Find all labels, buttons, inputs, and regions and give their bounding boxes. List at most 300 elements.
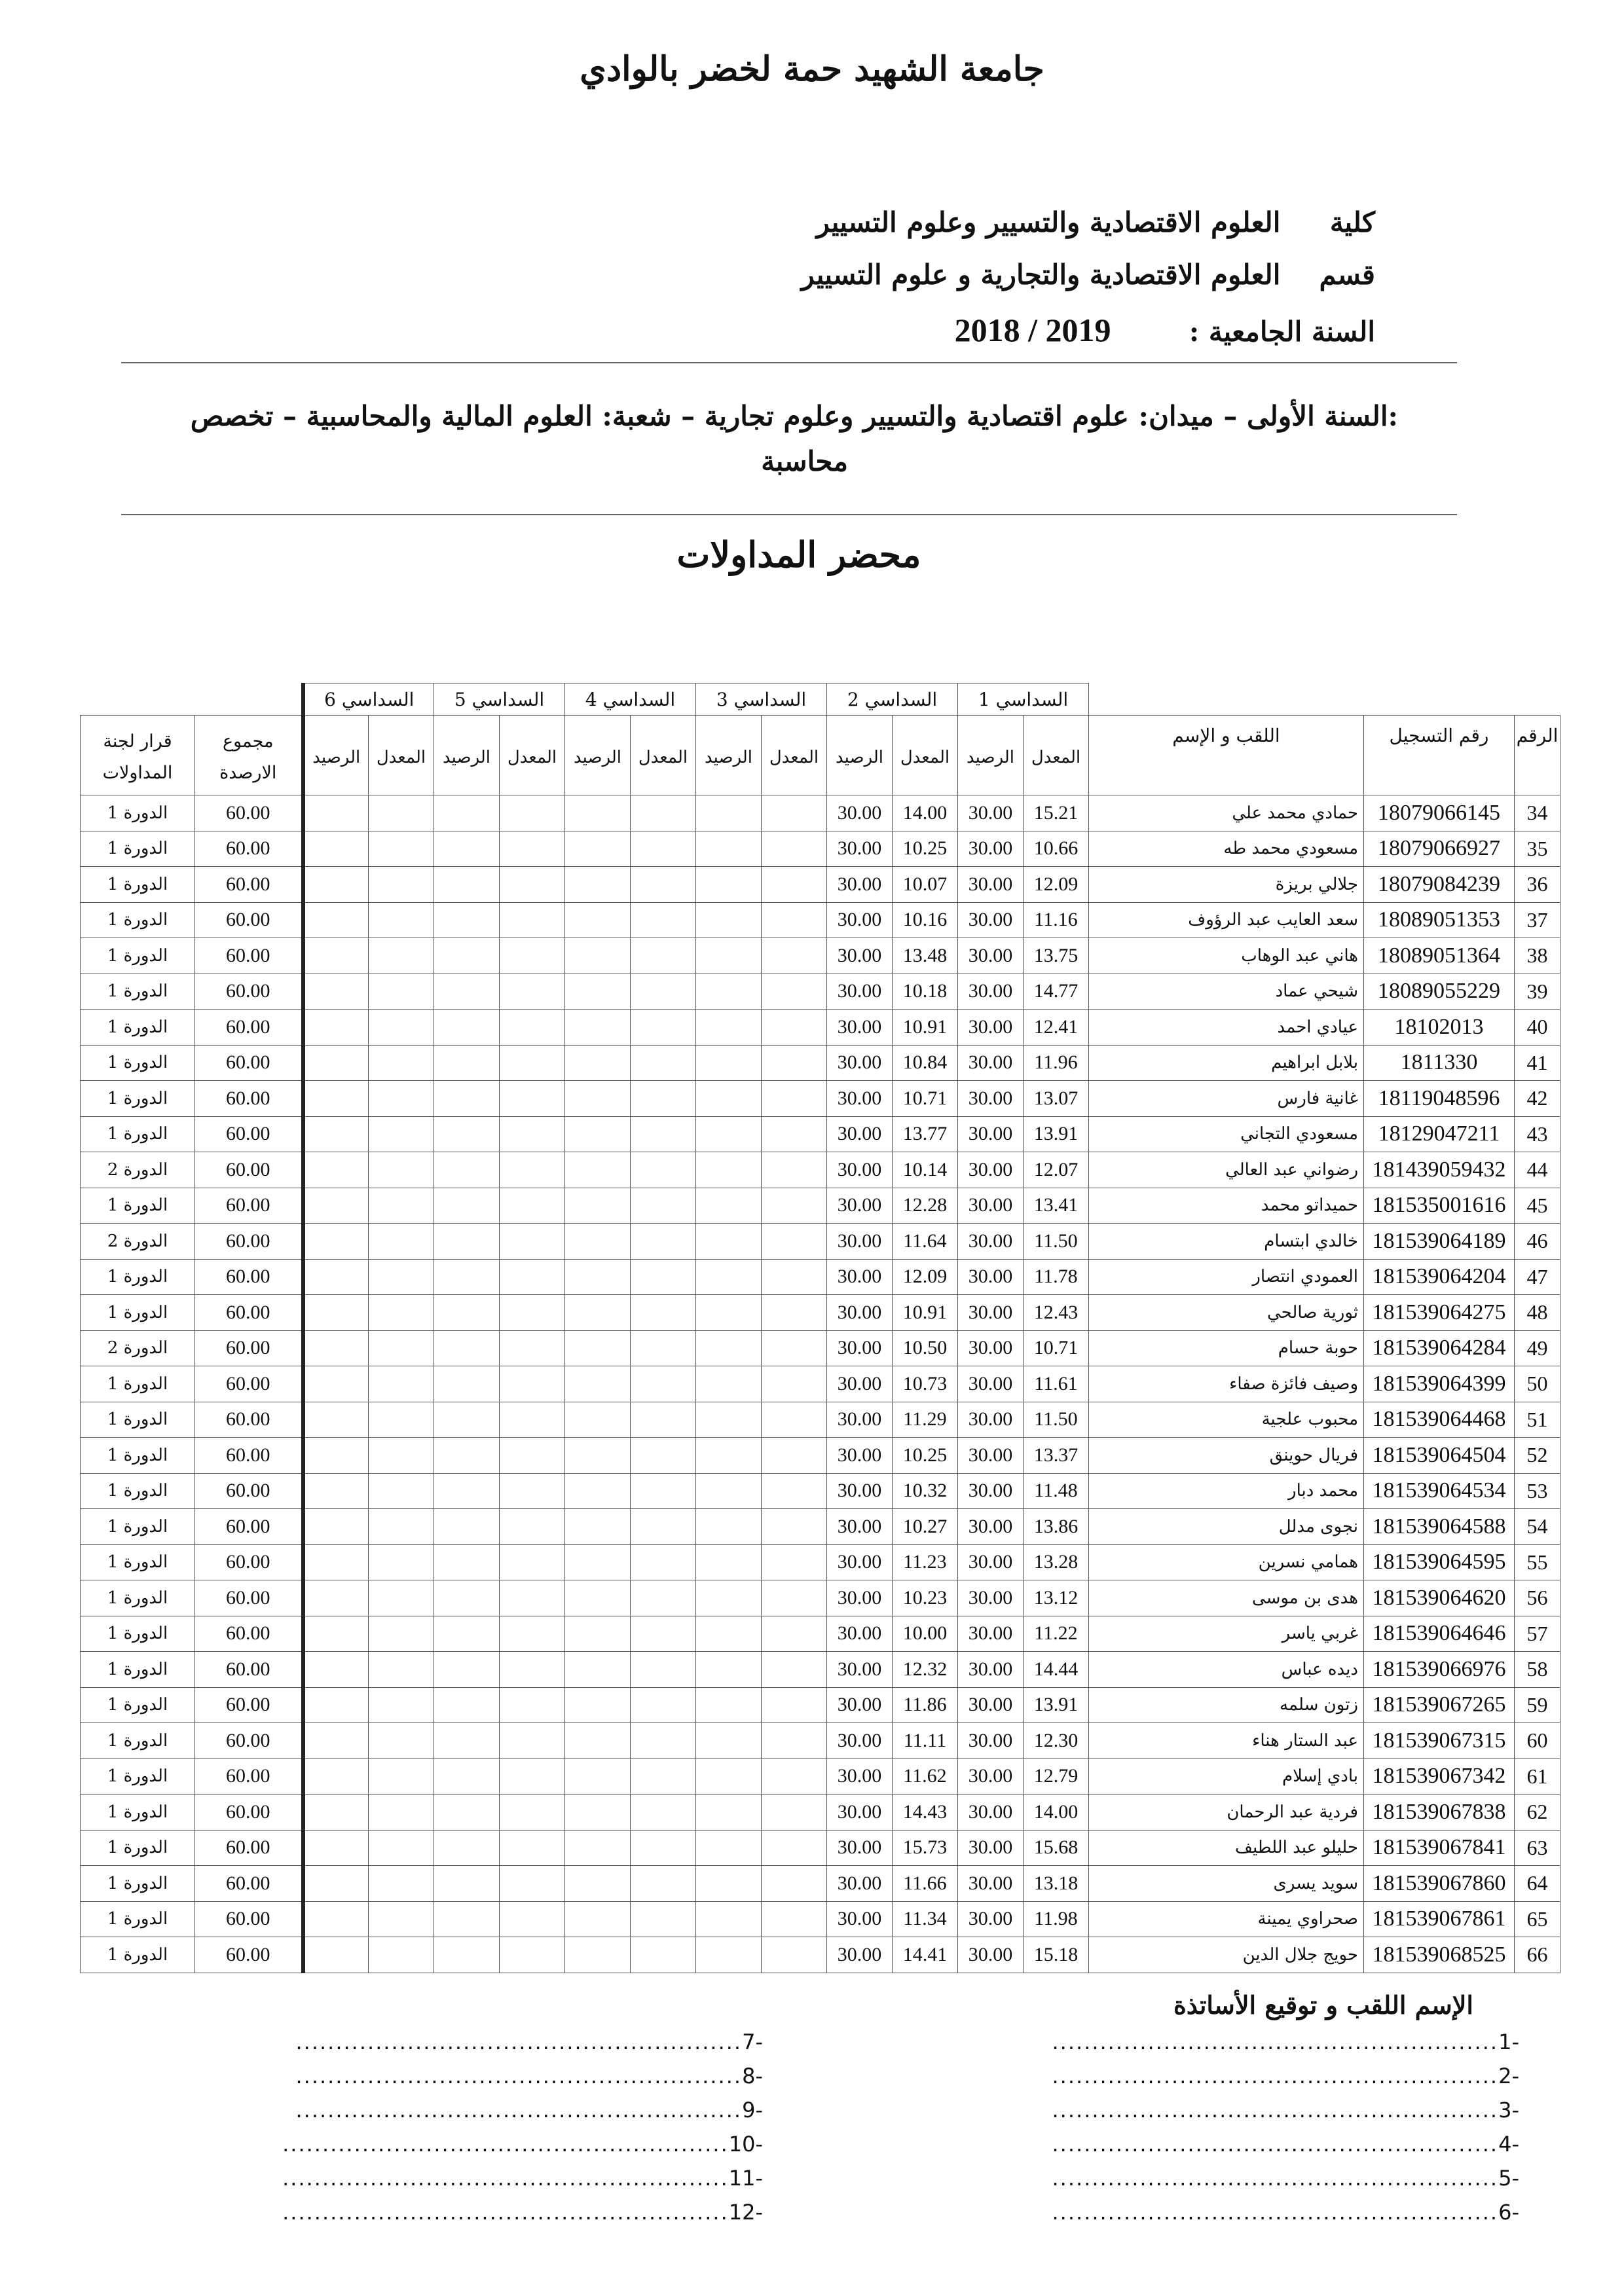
s4-average xyxy=(631,1010,696,1046)
s2-average: 10.23 xyxy=(893,1580,958,1616)
s5-credit xyxy=(434,1544,500,1580)
s4-credit xyxy=(565,795,631,831)
signature-dots: ........................................................ xyxy=(282,2132,729,2157)
total-credits-header: مجموع الارصدة xyxy=(195,716,303,795)
s6-credit xyxy=(303,1830,369,1866)
committee-decision: الدورة 1 xyxy=(81,1901,195,1937)
s6-average xyxy=(369,1795,434,1831)
university-name: جامعة الشهيد حمة لخضر بالوادي xyxy=(580,49,1044,89)
student-name: جلالي بريزة xyxy=(1089,867,1364,903)
committee-decision: الدورة 1 xyxy=(81,1116,195,1152)
s4-credit xyxy=(565,1901,631,1937)
s4-credit xyxy=(565,1259,631,1295)
registration-number: 181539066976 xyxy=(1364,1652,1515,1688)
table-row xyxy=(81,1330,1560,1366)
s4-average xyxy=(631,1473,696,1509)
table-row xyxy=(81,1116,1560,1152)
s4-credit xyxy=(565,1330,631,1366)
student-name: شيحي عماد xyxy=(1089,974,1364,1010)
student-name: عيادي احمد xyxy=(1089,1010,1364,1046)
s4-average xyxy=(631,902,696,938)
semester-6-header: السداسي 6 xyxy=(303,683,434,716)
s4-average xyxy=(631,1402,696,1438)
s5-average xyxy=(500,1937,565,1973)
s4-credit xyxy=(565,974,631,1010)
signature-dots: ........................................................ xyxy=(1052,2132,1499,2157)
s6-credit xyxy=(303,938,369,974)
registration-number: 181539064534 xyxy=(1364,1473,1515,1509)
s3-credit xyxy=(696,1402,762,1438)
row-number: 48 xyxy=(1515,1295,1560,1331)
s3-average xyxy=(762,1438,827,1474)
registration-number: 181539067342 xyxy=(1364,1758,1515,1795)
s2-average: 14.41 xyxy=(893,1937,958,1973)
s1-average: 14.44 xyxy=(1024,1652,1089,1688)
committee-decision: الدورة 1 xyxy=(81,1295,195,1331)
s6-average xyxy=(369,1259,434,1295)
s2-average: 10.91 xyxy=(893,1010,958,1046)
s5-credit xyxy=(434,1830,500,1866)
row-number: 44 xyxy=(1515,1152,1560,1188)
s2-average: 10.91 xyxy=(893,1295,958,1331)
s1-credit: 30.00 xyxy=(958,1295,1024,1331)
s2-average: 10.50 xyxy=(893,1330,958,1366)
s6-credit xyxy=(303,1758,369,1795)
total-credits: 60.00 xyxy=(195,1188,303,1224)
s1-credit: 30.00 xyxy=(958,831,1024,867)
s4-average xyxy=(631,1687,696,1723)
s2-average: 11.62 xyxy=(893,1758,958,1795)
s2-credit: 30.00 xyxy=(827,1652,893,1688)
s3-average xyxy=(762,1259,827,1295)
registration-number: 181539067860 xyxy=(1364,1866,1515,1902)
s2-credit: 30.00 xyxy=(827,831,893,867)
student-name: وصيف فائزة صفاء xyxy=(1089,1366,1364,1402)
student-name: غانية فارس xyxy=(1089,1081,1364,1117)
s5-credit xyxy=(434,1866,500,1902)
signature-number: -10 xyxy=(728,2132,763,2157)
s5-average xyxy=(500,867,565,903)
table-row xyxy=(81,1259,1560,1295)
registration-number: 181539064399 xyxy=(1364,1366,1515,1402)
s1-credit: 30.00 xyxy=(958,1901,1024,1937)
s5-average-header: المعدل xyxy=(500,716,565,795)
s5-credit xyxy=(434,1652,500,1688)
s2-credit: 30.00 xyxy=(827,974,893,1010)
committee-decision: الدورة 1 xyxy=(81,1687,195,1723)
s5-credit xyxy=(434,1687,500,1723)
s1-average: 11.22 xyxy=(1024,1616,1089,1652)
s5-credit xyxy=(434,1081,500,1117)
s3-average xyxy=(762,1509,827,1545)
s6-average xyxy=(369,1937,434,1973)
student-name: همامي نسرين xyxy=(1089,1544,1364,1580)
s6-average xyxy=(369,1295,434,1331)
registration-number: 181539064595 xyxy=(1364,1544,1515,1580)
row-number: 34 xyxy=(1515,795,1560,831)
student-name: هاني عبد الوهاب xyxy=(1089,938,1364,974)
student-name: فريال حوينق xyxy=(1089,1438,1364,1474)
s5-credit xyxy=(434,1402,500,1438)
row-number: 42 xyxy=(1515,1081,1560,1117)
registration-number: 18089051364 xyxy=(1364,938,1515,974)
student-name: حميداتو محمد xyxy=(1089,1188,1364,1224)
s4-credit xyxy=(565,1081,631,1117)
s5-average xyxy=(500,795,565,831)
registration-number: 181539064588 xyxy=(1364,1509,1515,1545)
s2-average: 10.18 xyxy=(893,974,958,1010)
signature-dots: ........................................................ xyxy=(282,2166,729,2191)
registration-number: 18079066927 xyxy=(1364,831,1515,867)
student-name: حويج جلال الدين xyxy=(1089,1937,1364,1973)
s6-credit xyxy=(303,1330,369,1366)
signature-line xyxy=(1052,2166,1519,2191)
s1-credit: 30.00 xyxy=(958,1795,1024,1831)
s5-average xyxy=(500,1830,565,1866)
s5-credit xyxy=(434,1116,500,1152)
s1-average: 12.43 xyxy=(1024,1295,1089,1331)
s3-average xyxy=(762,1152,827,1188)
s2-credit: 30.00 xyxy=(827,1438,893,1474)
student-name: محبوب علجية xyxy=(1089,1402,1364,1438)
s3-credit xyxy=(696,1081,762,1117)
s3-credit xyxy=(696,1010,762,1046)
row-number: 45 xyxy=(1515,1188,1560,1224)
s3-credit xyxy=(696,1580,762,1616)
s3-average xyxy=(762,1402,827,1438)
s6-credit xyxy=(303,1580,369,1616)
s1-credit: 30.00 xyxy=(958,1045,1024,1081)
s3-average xyxy=(762,867,827,903)
signature-number: -11 xyxy=(728,2166,763,2191)
row-number: 64 xyxy=(1515,1866,1560,1902)
s5-average xyxy=(500,974,565,1010)
s1-average-header: المعدل xyxy=(1024,716,1089,795)
s2-credit: 30.00 xyxy=(827,1402,893,1438)
s2-average: 10.71 xyxy=(893,1081,958,1117)
total-credits: 60.00 xyxy=(195,1687,303,1723)
s2-credit: 30.00 xyxy=(827,1152,893,1188)
s1-average: 12.79 xyxy=(1024,1758,1089,1795)
total-credits: 60.00 xyxy=(195,1081,303,1117)
s6-average xyxy=(369,1045,434,1081)
row-number: 62 xyxy=(1515,1795,1560,1831)
registration-number: 18119048596 xyxy=(1364,1081,1515,1117)
total-credits: 60.00 xyxy=(195,1045,303,1081)
table-row xyxy=(81,1081,1560,1117)
s3-credit xyxy=(696,1259,762,1295)
s6-credit xyxy=(303,1544,369,1580)
s4-credit xyxy=(565,1758,631,1795)
table-row xyxy=(81,1366,1560,1402)
s6-average xyxy=(369,1116,434,1152)
s3-average xyxy=(762,1723,827,1759)
s5-average xyxy=(500,1152,565,1188)
s4-credit xyxy=(565,1402,631,1438)
s6-credit xyxy=(303,1509,369,1545)
row-number: 36 xyxy=(1515,867,1560,903)
registration-number: 18079066145 xyxy=(1364,795,1515,831)
s2-credit: 30.00 xyxy=(827,1188,893,1224)
s3-credit xyxy=(696,867,762,903)
s1-credit: 30.00 xyxy=(958,1330,1024,1366)
table-body xyxy=(81,795,1560,1973)
s6-credit xyxy=(303,1259,369,1295)
s1-average: 15.18 xyxy=(1024,1937,1089,1973)
table-row xyxy=(81,1224,1560,1260)
s2-average: 15.73 xyxy=(893,1830,958,1866)
student-name: نجوى مدلل xyxy=(1089,1509,1364,1545)
s4-average xyxy=(631,1544,696,1580)
faculty-value: العلوم الاقتصادية والتسيير وعلوم التسيير xyxy=(816,206,1281,238)
row-number: 53 xyxy=(1515,1473,1560,1509)
semester-3-header: السداسي 3 xyxy=(696,683,827,716)
s3-average xyxy=(762,1224,827,1260)
committee-decision: الدورة 1 xyxy=(81,831,195,867)
s6-average xyxy=(369,1866,434,1902)
s1-credit: 30.00 xyxy=(958,974,1024,1010)
s4-credit xyxy=(565,1616,631,1652)
s3-average xyxy=(762,831,827,867)
s2-average: 10.73 xyxy=(893,1366,958,1402)
signature-line xyxy=(282,2166,763,2191)
s6-average xyxy=(369,1544,434,1580)
row-number: 51 xyxy=(1515,1402,1560,1438)
s6-average xyxy=(369,1509,434,1545)
s6-credit xyxy=(303,795,369,831)
total-credits: 60.00 xyxy=(195,1152,303,1188)
s6-average xyxy=(369,1580,434,1616)
row-number: 50 xyxy=(1515,1366,1560,1402)
table-row xyxy=(81,1045,1560,1081)
s1-average: 12.30 xyxy=(1024,1723,1089,1759)
student-name: مسعودي التجاني xyxy=(1089,1116,1364,1152)
s2-credit: 30.00 xyxy=(827,1045,893,1081)
s1-average: 10.71 xyxy=(1024,1330,1089,1366)
s4-average xyxy=(631,1438,696,1474)
s4-average xyxy=(631,1330,696,1366)
s3-credit xyxy=(696,1509,762,1545)
signature-line xyxy=(1052,2098,1519,2123)
s5-credit-header: الرصيد xyxy=(434,716,500,795)
s4-average xyxy=(631,1224,696,1260)
total-credits: 60.00 xyxy=(195,1438,303,1474)
s6-credit xyxy=(303,1152,369,1188)
department-label: قسم xyxy=(1319,259,1375,291)
s6-credit xyxy=(303,1616,369,1652)
s4-average xyxy=(631,1188,696,1224)
s1-credit: 30.00 xyxy=(958,1866,1024,1902)
faculty-line xyxy=(817,206,1375,238)
s6-credit xyxy=(303,1045,369,1081)
signature-dots: ........................................................ xyxy=(1052,2166,1499,2191)
s3-credit xyxy=(696,1652,762,1688)
committee-decision: الدورة 1 xyxy=(81,1652,195,1688)
s3-average xyxy=(762,795,827,831)
s5-credit xyxy=(434,831,500,867)
s1-average: 12.41 xyxy=(1024,1010,1089,1046)
registration-number: 181535001616 xyxy=(1364,1188,1515,1224)
s5-credit xyxy=(434,1330,500,1366)
s4-credit xyxy=(565,1116,631,1152)
program-line-2: محاسبة xyxy=(761,445,848,477)
document-title: محضر المداولات xyxy=(676,534,921,575)
s2-credit: 30.00 xyxy=(827,1081,893,1117)
registration-number: 181439059432 xyxy=(1364,1152,1515,1188)
s1-average: 14.77 xyxy=(1024,974,1089,1010)
registration-number: 181539064275 xyxy=(1364,1295,1515,1331)
s2-credit: 30.00 xyxy=(827,1366,893,1402)
s5-average xyxy=(500,1795,565,1831)
s2-average: 10.84 xyxy=(893,1045,958,1081)
s2-credit: 30.00 xyxy=(827,1758,893,1795)
s3-average xyxy=(762,1687,827,1723)
committee-decision: الدورة 1 xyxy=(81,795,195,831)
s1-credit: 30.00 xyxy=(958,1224,1024,1260)
s4-credit xyxy=(565,1509,631,1545)
s1-average: 10.66 xyxy=(1024,831,1089,867)
s2-average: 14.00 xyxy=(893,795,958,831)
s5-credit xyxy=(434,1758,500,1795)
s4-credit xyxy=(565,1830,631,1866)
committee-decision: الدورة 1 xyxy=(81,1509,195,1545)
registration-number: 18089055229 xyxy=(1364,974,1515,1010)
registration-number: 181539064504 xyxy=(1364,1438,1515,1474)
total-credits: 60.00 xyxy=(195,1616,303,1652)
row-number: 65 xyxy=(1515,1901,1560,1937)
s3-credit xyxy=(696,1687,762,1723)
registration-number: 18129047211 xyxy=(1364,1116,1515,1152)
student-name: بلابل ابراهيم xyxy=(1089,1045,1364,1081)
s1-average: 11.16 xyxy=(1024,902,1089,938)
s1-average: 13.12 xyxy=(1024,1580,1089,1616)
semester-2-header: السداسي 2 xyxy=(827,683,958,716)
s1-credit: 30.00 xyxy=(958,1438,1024,1474)
table-row xyxy=(81,1402,1560,1438)
s2-average: 13.48 xyxy=(893,938,958,974)
s6-average xyxy=(369,1366,434,1402)
s6-credit xyxy=(303,1438,369,1474)
s3-average xyxy=(762,1295,827,1331)
divider-bottom xyxy=(121,514,1457,515)
signature-number: -4 xyxy=(1498,2132,1519,2157)
s5-average xyxy=(500,1616,565,1652)
s3-average xyxy=(762,1616,827,1652)
signature-dots: ........................................................ xyxy=(1052,2200,1499,2225)
signature-line xyxy=(295,2064,763,2088)
s1-credit: 30.00 xyxy=(958,1473,1024,1509)
student-name: بادي إسلام xyxy=(1089,1758,1364,1795)
total-credits: 60.00 xyxy=(195,1866,303,1902)
s2-credit: 30.00 xyxy=(827,1224,893,1260)
row-number: 55 xyxy=(1515,1544,1560,1580)
committee-decision: الدورة 1 xyxy=(81,1830,195,1866)
registration-number: 181539064189 xyxy=(1364,1224,1515,1260)
row-number: 40 xyxy=(1515,1010,1560,1046)
s2-credit: 30.00 xyxy=(827,1901,893,1937)
s6-credit xyxy=(303,974,369,1010)
registration-number: 18089051353 xyxy=(1364,902,1515,938)
s3-credit xyxy=(696,1795,762,1831)
s6-average xyxy=(369,1010,434,1046)
s2-average: 13.77 xyxy=(893,1116,958,1152)
s4-credit xyxy=(565,1866,631,1902)
signature-number: -5 xyxy=(1498,2166,1519,2191)
s3-credit xyxy=(696,1544,762,1580)
s5-average xyxy=(500,1687,565,1723)
student-name: رضواني عبد العالي xyxy=(1089,1152,1364,1188)
s2-average: 10.07 xyxy=(893,867,958,903)
total-credits: 60.00 xyxy=(195,831,303,867)
s3-average xyxy=(762,902,827,938)
table-row xyxy=(81,938,1560,974)
s2-average: 12.28 xyxy=(893,1188,958,1224)
student-name: غربي ياسر xyxy=(1089,1616,1364,1652)
s1-average: 11.96 xyxy=(1024,1045,1089,1081)
s6-credit xyxy=(303,1795,369,1831)
s1-average: 13.07 xyxy=(1024,1081,1089,1117)
s4-average xyxy=(631,1866,696,1902)
s1-credit: 30.00 xyxy=(958,1616,1024,1652)
s6-average xyxy=(369,1758,434,1795)
s5-credit xyxy=(434,1723,500,1759)
s5-average xyxy=(500,1509,565,1545)
table-row xyxy=(81,1866,1560,1902)
s6-average xyxy=(369,1687,434,1723)
committee-decision: الدورة 1 xyxy=(81,1438,195,1474)
signature-line xyxy=(1052,2030,1519,2054)
s6-credit xyxy=(303,1473,369,1509)
registration-number: 181539067861 xyxy=(1364,1901,1515,1937)
s5-credit xyxy=(434,1366,500,1402)
decision-header: قرار لجنة المداولات xyxy=(81,716,195,795)
s4-average xyxy=(631,1509,696,1545)
row-number: 35 xyxy=(1515,831,1560,867)
s4-credit xyxy=(565,1473,631,1509)
total-credits: 60.00 xyxy=(195,1010,303,1046)
s4-credit xyxy=(565,1937,631,1973)
s1-credit: 30.00 xyxy=(958,1402,1024,1438)
s5-average xyxy=(500,1652,565,1688)
s6-credit xyxy=(303,1010,369,1046)
table-row xyxy=(81,1758,1560,1795)
signature-line xyxy=(1052,2200,1519,2225)
total-credits: 60.00 xyxy=(195,1366,303,1402)
s3-credit xyxy=(696,1330,762,1366)
committee-decision: الدورة 1 xyxy=(81,1795,195,1831)
s1-credit: 30.00 xyxy=(958,1081,1024,1117)
table-row xyxy=(81,902,1560,938)
total-credits: 60.00 xyxy=(195,938,303,974)
s3-credit xyxy=(696,1723,762,1759)
registration-number: 181539064468 xyxy=(1364,1402,1515,1438)
s2-credit: 30.00 xyxy=(827,1544,893,1580)
s3-credit xyxy=(696,1295,762,1331)
faculty-label: كلية xyxy=(1329,206,1375,238)
s4-average xyxy=(631,1152,696,1188)
table-row xyxy=(81,1188,1560,1224)
s4-credit xyxy=(565,1152,631,1188)
row-number: 56 xyxy=(1515,1580,1560,1616)
s2-average: 12.09 xyxy=(893,1259,958,1295)
s1-credit: 30.00 xyxy=(958,1010,1024,1046)
s2-credit: 30.00 xyxy=(827,1010,893,1046)
s3-credit xyxy=(696,902,762,938)
semester-header-row xyxy=(81,683,1560,716)
s4-credit xyxy=(565,902,631,938)
s2-credit: 30.00 xyxy=(827,938,893,974)
s3-average xyxy=(762,1116,827,1152)
